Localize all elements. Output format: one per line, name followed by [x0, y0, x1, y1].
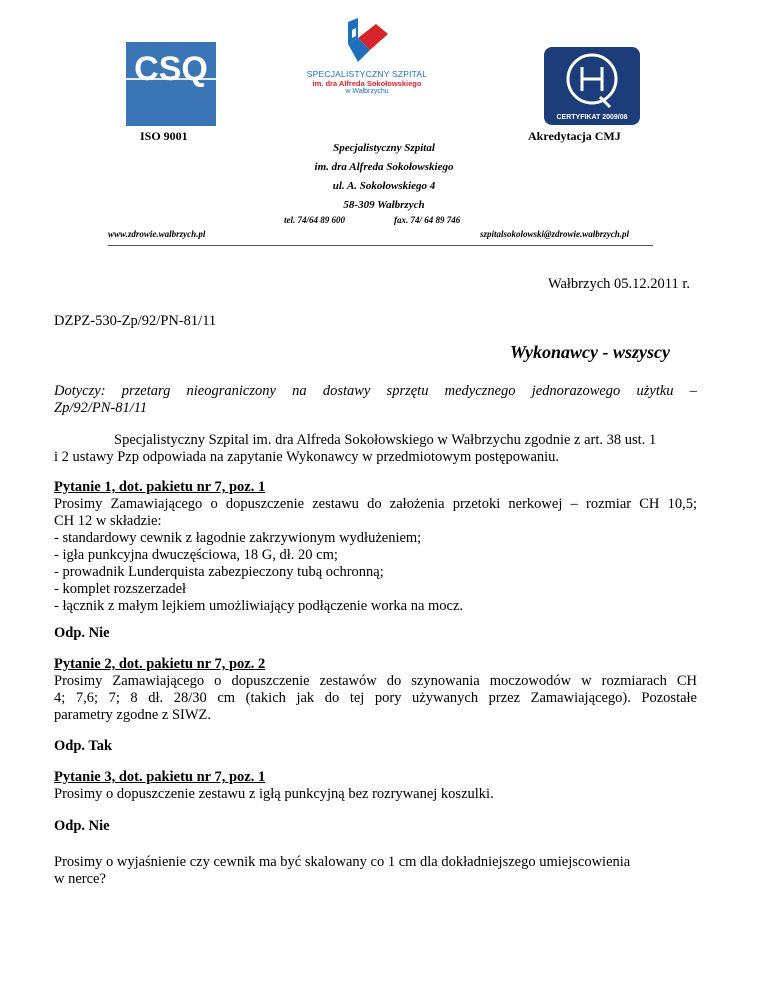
question-2-line-3: parametry zgodne z SIWZ.	[54, 707, 212, 723]
question-3	[54, 769, 697, 803]
question-1-line-4: - igła punkcyjna dwuczęściowa, 18 G, dł. 20 cm;	[54, 547, 338, 563]
address-line-3: ul. A. Sokołowskiego 4	[332, 180, 436, 192]
hospital-logo-line2: im. dra Alfreda Sokołowskiego	[312, 79, 422, 88]
email-link[interactable]: szpitalsokolowski@zdrowie.walbrzych.pl	[480, 229, 630, 239]
csq-logo-text: CSQ	[134, 50, 208, 88]
question-3-line: Prosimy o dopuszczenie zestawu z igłą punkcyjną bez rozrywanej koszulki.	[54, 786, 494, 802]
cmj-caption: Akredytacja CMJ	[528, 129, 621, 143]
question-1-title: Pytanie 1, dot. pakietu nr 7, poz. 1	[54, 479, 266, 495]
intro-line-2: i 2 ustawy Pzp odpowiada na zapytanie Wykonawcy w przedmiotowym postępowaniu.	[54, 449, 560, 465]
hospital-logo-line1: SPECJALISTYCZNY SZPITAL	[306, 69, 428, 79]
recipient-heading: Wykonawcy - wszyscy	[510, 342, 670, 362]
hospital-address	[234, 139, 534, 215]
subject-line-1: Dotyczy: przetarg nieograniczony na dostawy sprzętu medycznego jednorazowego użytku –	[54, 383, 697, 399]
address-line-2: im. dra Alfreda Sokołowskiego	[314, 161, 454, 173]
question-1-line-7: - łącznik z małym lejkiem umożliwiający podłączenie worka na mocz.	[54, 598, 464, 614]
fax-number: fax. 74/ 64 89 746	[394, 215, 461, 225]
question-4-line-2: w nerce?	[54, 871, 106, 887]
question-1-line-2: CH 12 w składzie:	[54, 513, 162, 529]
question-4-line-1: Prosimy o wyjaśnienie czy cewnik ma być skalowany co 1 cm dla dokładniejszego umiejscowienia	[54, 854, 631, 870]
question-2-line-2: 4; 7,6; 7; 8 dł. 28/30 cm (takich jak do tej pory używanych przez Zamawiającego). Pozostałe	[54, 690, 697, 706]
phone-number: tel. 74/64 89 600	[284, 215, 345, 225]
website-link[interactable]: www.zdrowie.walbrzych.pl	[108, 229, 206, 239]
csq-logo-graphic	[126, 42, 216, 126]
cmj-certificate-icon	[544, 47, 640, 125]
letter-date: Wałbrzych 05.12.2011 r.	[547, 276, 690, 292]
iso-caption: ISO 9001	[140, 129, 188, 143]
question-1-line-6: - komplet rozszerzadeł	[54, 581, 187, 597]
question-1	[54, 479, 697, 615]
question-1-line-3: - standardowy cewnik z łagodnie zakrzywionym wydłużeniem;	[54, 530, 422, 546]
hospital-logo-line3: w Wałbrzychu	[345, 88, 389, 95]
answer-2: Odp. Tak	[54, 738, 113, 754]
csq-logo	[126, 42, 216, 126]
answer-1: Odp. Nie	[54, 625, 110, 641]
question-2	[54, 656, 697, 724]
question-3-title: Pytanie 3, dot. pakietu nr 7, poz. 1	[54, 769, 266, 785]
subject-block	[54, 383, 697, 417]
intro-line-1: Specjalistyczny Szpital im. dra Alfreda Sokołowskiego w Wałbrzychu zgodnie z art. 38 ust. 1	[114, 432, 657, 448]
address-line-4: 58-309 Wałbrzych	[343, 199, 425, 211]
question-2-title: Pytanie 2, dot. pakietu nr 7, poz. 2	[54, 656, 266, 672]
hospital-emblem-icon	[300, 18, 434, 64]
reference-number: DZPZ-530-Zp/92/PN-81/11	[54, 313, 217, 329]
question-1-line-5: - prowadnik Lunderquista zabezpieczony tubą ochronną;	[54, 564, 384, 580]
header-divider	[108, 245, 653, 246]
answer-3: Odp. Nie	[54, 818, 110, 834]
hospital-logo	[300, 18, 434, 98]
address-line-1: Specjalistyczny Szpital	[333, 142, 435, 154]
question-4	[54, 854, 697, 888]
intro-paragraph	[54, 432, 697, 466]
cmj-logo	[544, 47, 640, 125]
question-1-line-1: Prosimy Zamawiającego o dopuszczenie zestawu do założenia przetoki nerkowej – rozmiar CH 10,5;	[54, 496, 697, 512]
subject-line-2: Zp/92/PN-81/11	[54, 400, 148, 416]
cmj-ring-text: CERTYFIKAT 2009/08	[556, 114, 628, 121]
question-2-line-1: Prosimy Zamawiającego o dopuszczenie zestawów do szynowania moczowodów w rozmiarach CH	[54, 673, 697, 689]
